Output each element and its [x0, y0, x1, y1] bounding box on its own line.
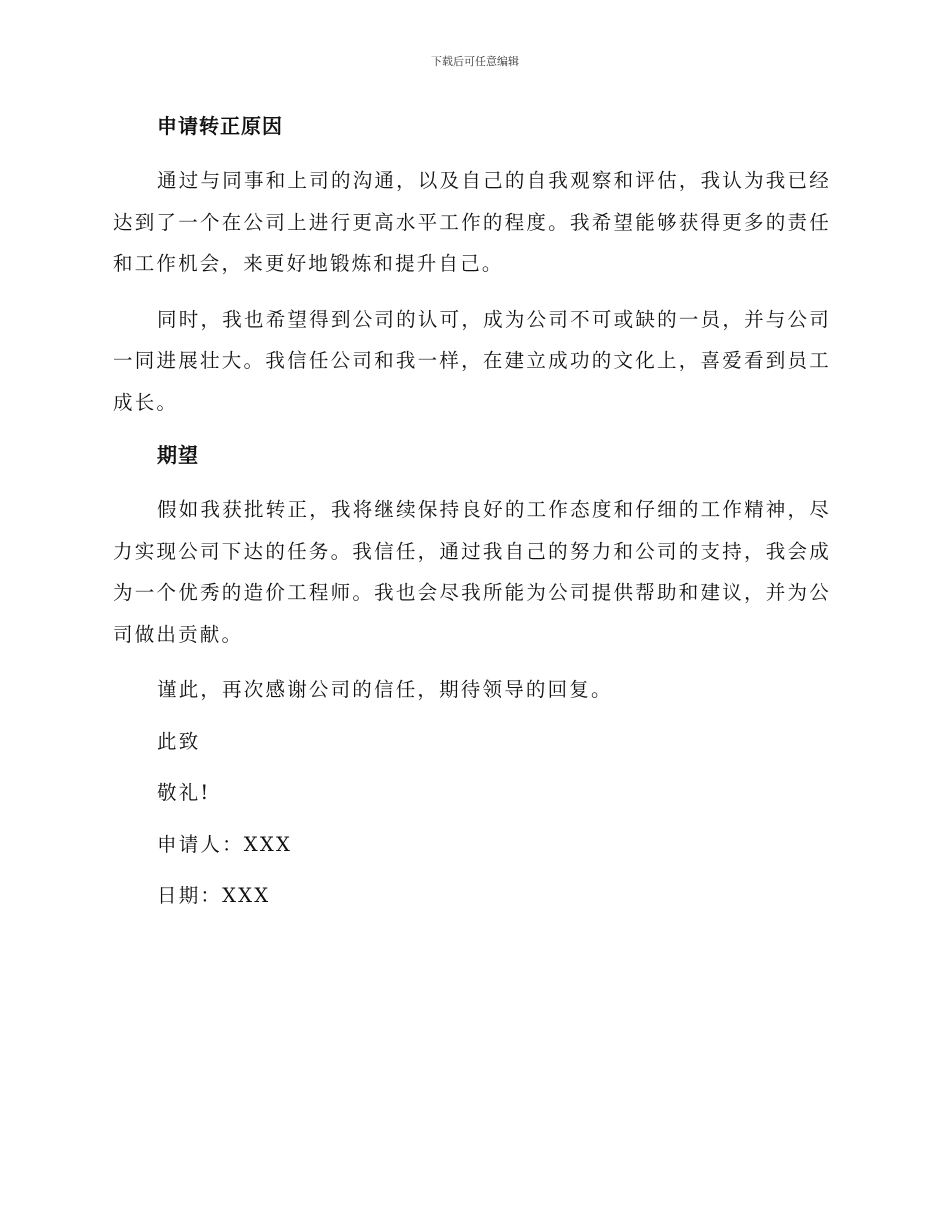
applicant-line: 申请人：XXX	[157, 832, 293, 856]
expectation-paragraph-1: 假如我获批转正，我将继续保持良好的工作态度和仔细的工作精神，尽力实现公司下达的任务。我信任，通过我自己的努力和公司的支持，我会成为一个优秀的造价工程师。我也会尽我所能为公司提供帮助和建议，并为公司做出贡献。	[113, 498, 831, 646]
section-heading-expectation: 期望	[157, 443, 199, 467]
document-body	[113, 108, 831, 927]
section-heading-reason: 申请转正原因	[157, 114, 283, 138]
closing-thanks: 谨此，再次感谢公司的信任，期待领导的回复。	[157, 678, 613, 701]
reason-paragraph-2: 同时，我也希望得到公司的认可，成为公司不可或缺的一员，并与公司一同进展壮大。我信任公司和我一样，在建立成功的文化上，喜爱看到员工成长。	[113, 307, 831, 414]
closing-salutation-1: 此致	[157, 729, 201, 753]
closing-salutation-2: 敬礼!	[157, 781, 211, 804]
page-header: 下载后可任意编辑	[431, 55, 519, 68]
date-line: 日期：XXX	[157, 884, 271, 907]
reason-paragraph-1: 通过与同事和上司的沟通，以及自己的自我观察和评估，我认为我已经达到了一个在公司上进行更高水平工作的程度。我希望能够获得更多的责任和工作机会，来更好地锻炼和提升自己。	[113, 169, 831, 275]
